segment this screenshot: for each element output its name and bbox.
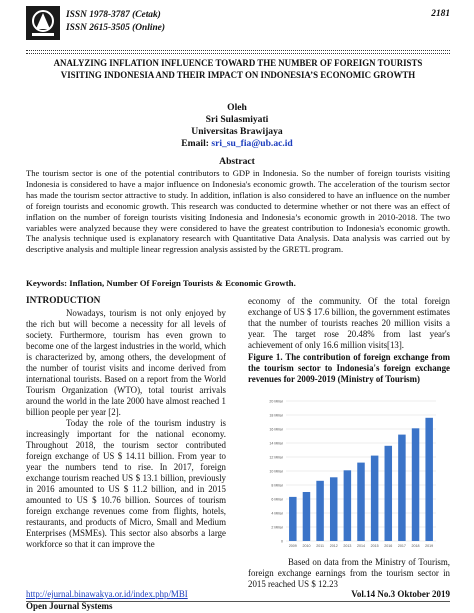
author-email-link[interactable]: sri_su_fia@ub.ac.id	[211, 138, 293, 149]
journal-system-label: Open Journal Systems	[26, 601, 113, 611]
author-prefix: Oleh	[227, 102, 247, 113]
section-heading-introduction: INTRODUCTION	[26, 296, 101, 306]
y-tick-label: 14 Miliar	[269, 441, 283, 446]
x-tick-label: 2015	[370, 544, 379, 548]
x-tick-label: 2017	[397, 544, 406, 548]
abstract-text: The tourism sector is one of the potential contributors to GDP in Indonesia. So the number of foreign tourists visiting Indonesia is considered to have a major influence on Indonesia's economic growth. The acceleration of the tourism sector has made the tourism sector attractive to study. In addition, inflation is also considered to have an influence on the number of foreign tourists and economic growth. This research was conducted to determine whether or not there was an effect of inflation on the number of foreign tourists visiting Indonesia and Indonesia’s economic growth in 2010-2018. The two variables were analyzed because they were considered to have the greatest contribution to Indonesia's economic growth. The analysis technique used is explanatory research with Quantitative Data Analysis. Data analysis was carried out by descriptive analysis and multiple linear regression analysis assisted by the GRETL program.	[26, 168, 450, 255]
x-tick-label: 2012	[329, 544, 338, 548]
y-tick-label: 10 Miliar	[269, 469, 283, 474]
bar	[316, 481, 324, 541]
bar	[425, 418, 433, 541]
bar	[357, 463, 365, 541]
intro-paragraph-1: Nowadays, tourism is not only enjoyed by the rich but will become a necessity for all levels of society. Furthermore, tourism has even grown to become one of the largest industries in the world, which is characterized by, among others, the development of the number of tourist visits and income derived from international tourists. Based on a report from the World Tourism Organization (WTO), total tourist arrivals around the world in the late 2000 have almost reached 1 billion people per year [2].	[26, 308, 226, 417]
bar	[385, 446, 393, 541]
issn-print: ISSN 1978-3787 (Cetak)	[66, 10, 161, 20]
header-divider	[26, 50, 450, 54]
page-header	[26, 4, 450, 50]
intro-paragraph-2: Today the role of the tourism industry is increasingly important for the national economy. Throughout 2018, the tourism sector contributed foreign exchange of US $ 14.11 billion. From year to year the numbers tend to rise. In 2017, foreign exchange tourism reached US $ 13.1 billion, previously in 2016 amounted to US $ 11.2 billion, and in 2015 amounted to US $ 10.76 billion. Sources of tourism foreign exchange revenues come from flights, hotels, restaurants, and products of Micro, Small and Medium Enterprises (MSMEs). This sector also absorbs a large workforce so that it can improve the	[26, 418, 226, 549]
left-column	[26, 296, 226, 550]
keywords-line: Keywords: Inflation, Number Of Foreign Tourists & Economic Growth.	[26, 278, 296, 288]
y-tick-label: 16 Miliar	[269, 427, 283, 432]
bar	[412, 428, 420, 541]
journal-url-link[interactable]: http://ejurnal.binawakya.or.id/index.php/MBI	[26, 589, 188, 599]
paper-title: ANALYZING INFLATION INFLUENCE TOWARD THE NUMBER OF FOREIGN TOURISTS VISITING INDONESIA AND THEIR IMPACT ON INDONESIA’S ECONOMIC GROWTH	[53, 58, 423, 80]
journal-logo-icon	[26, 6, 60, 40]
x-tick-label: 2009	[288, 544, 297, 548]
bar	[330, 477, 338, 541]
volume-info: Vol.14 No.3 Oktober 2019	[351, 589, 450, 599]
x-tick-label: 2016	[384, 544, 393, 548]
bar	[303, 492, 311, 541]
y-tick-label: 4 Miliar	[271, 511, 283, 516]
figure-1-chart	[256, 395, 442, 555]
y-tick-label: 6 Miliar	[271, 497, 283, 502]
x-tick-label: 2018	[411, 544, 420, 548]
intro-paragraph-3: economy of the community. Of the total foreign exchange of US $ 17.6 billion, the government estimates that the number of tourists reaches 20 million visits a year. The target rose 20.48% from last year's achievement of only 16.6 million visits[13].	[248, 296, 450, 350]
y-tick-label: 18 Miliar	[269, 413, 283, 418]
y-tick-label: 2 Miliar	[271, 525, 283, 530]
intro-paragraph-4: Based on data from the Ministry of Tourism, foreign exchange earnings from the tourism sector in 2015 reached US $ 12.23	[248, 557, 450, 589]
author-email-line	[0, 138, 474, 150]
author-name: Sri Sulasmiyati	[205, 114, 269, 125]
y-tick-label: 8 Miliar	[271, 483, 283, 488]
bar	[344, 470, 352, 541]
x-tick-label: 2011	[316, 544, 324, 548]
bar	[289, 497, 297, 541]
x-tick-label: 2019	[425, 544, 434, 548]
email-label: Email:	[181, 138, 209, 149]
issn-block	[66, 9, 165, 35]
bar	[398, 435, 406, 541]
bar-chart	[256, 395, 442, 555]
x-tick-label: 2014	[357, 544, 365, 548]
y-tick-label: 12 Miliar	[269, 455, 283, 460]
y-tick-label: 20 Miliar	[269, 399, 283, 404]
x-tick-label: 2010	[302, 544, 311, 548]
abstract-heading: Abstract	[219, 156, 255, 167]
author-affiliation: Universitas Brawijaya	[191, 126, 283, 137]
right-column	[248, 296, 450, 385]
bar	[371, 456, 379, 541]
x-tick-label: 2013	[343, 544, 352, 548]
figure-caption: Figure 1. The contribution of foreign exchange from the tourism sector to Indonesia's foreign exchange revenues for 2009-2019 (Ministry of Tourism)	[248, 352, 450, 384]
issn-online: ISSN 2615-3505 (Online)	[66, 23, 165, 33]
y-tick-label: 0	[281, 539, 283, 544]
author-block	[0, 102, 474, 150]
page-number: 2181	[431, 9, 450, 19]
